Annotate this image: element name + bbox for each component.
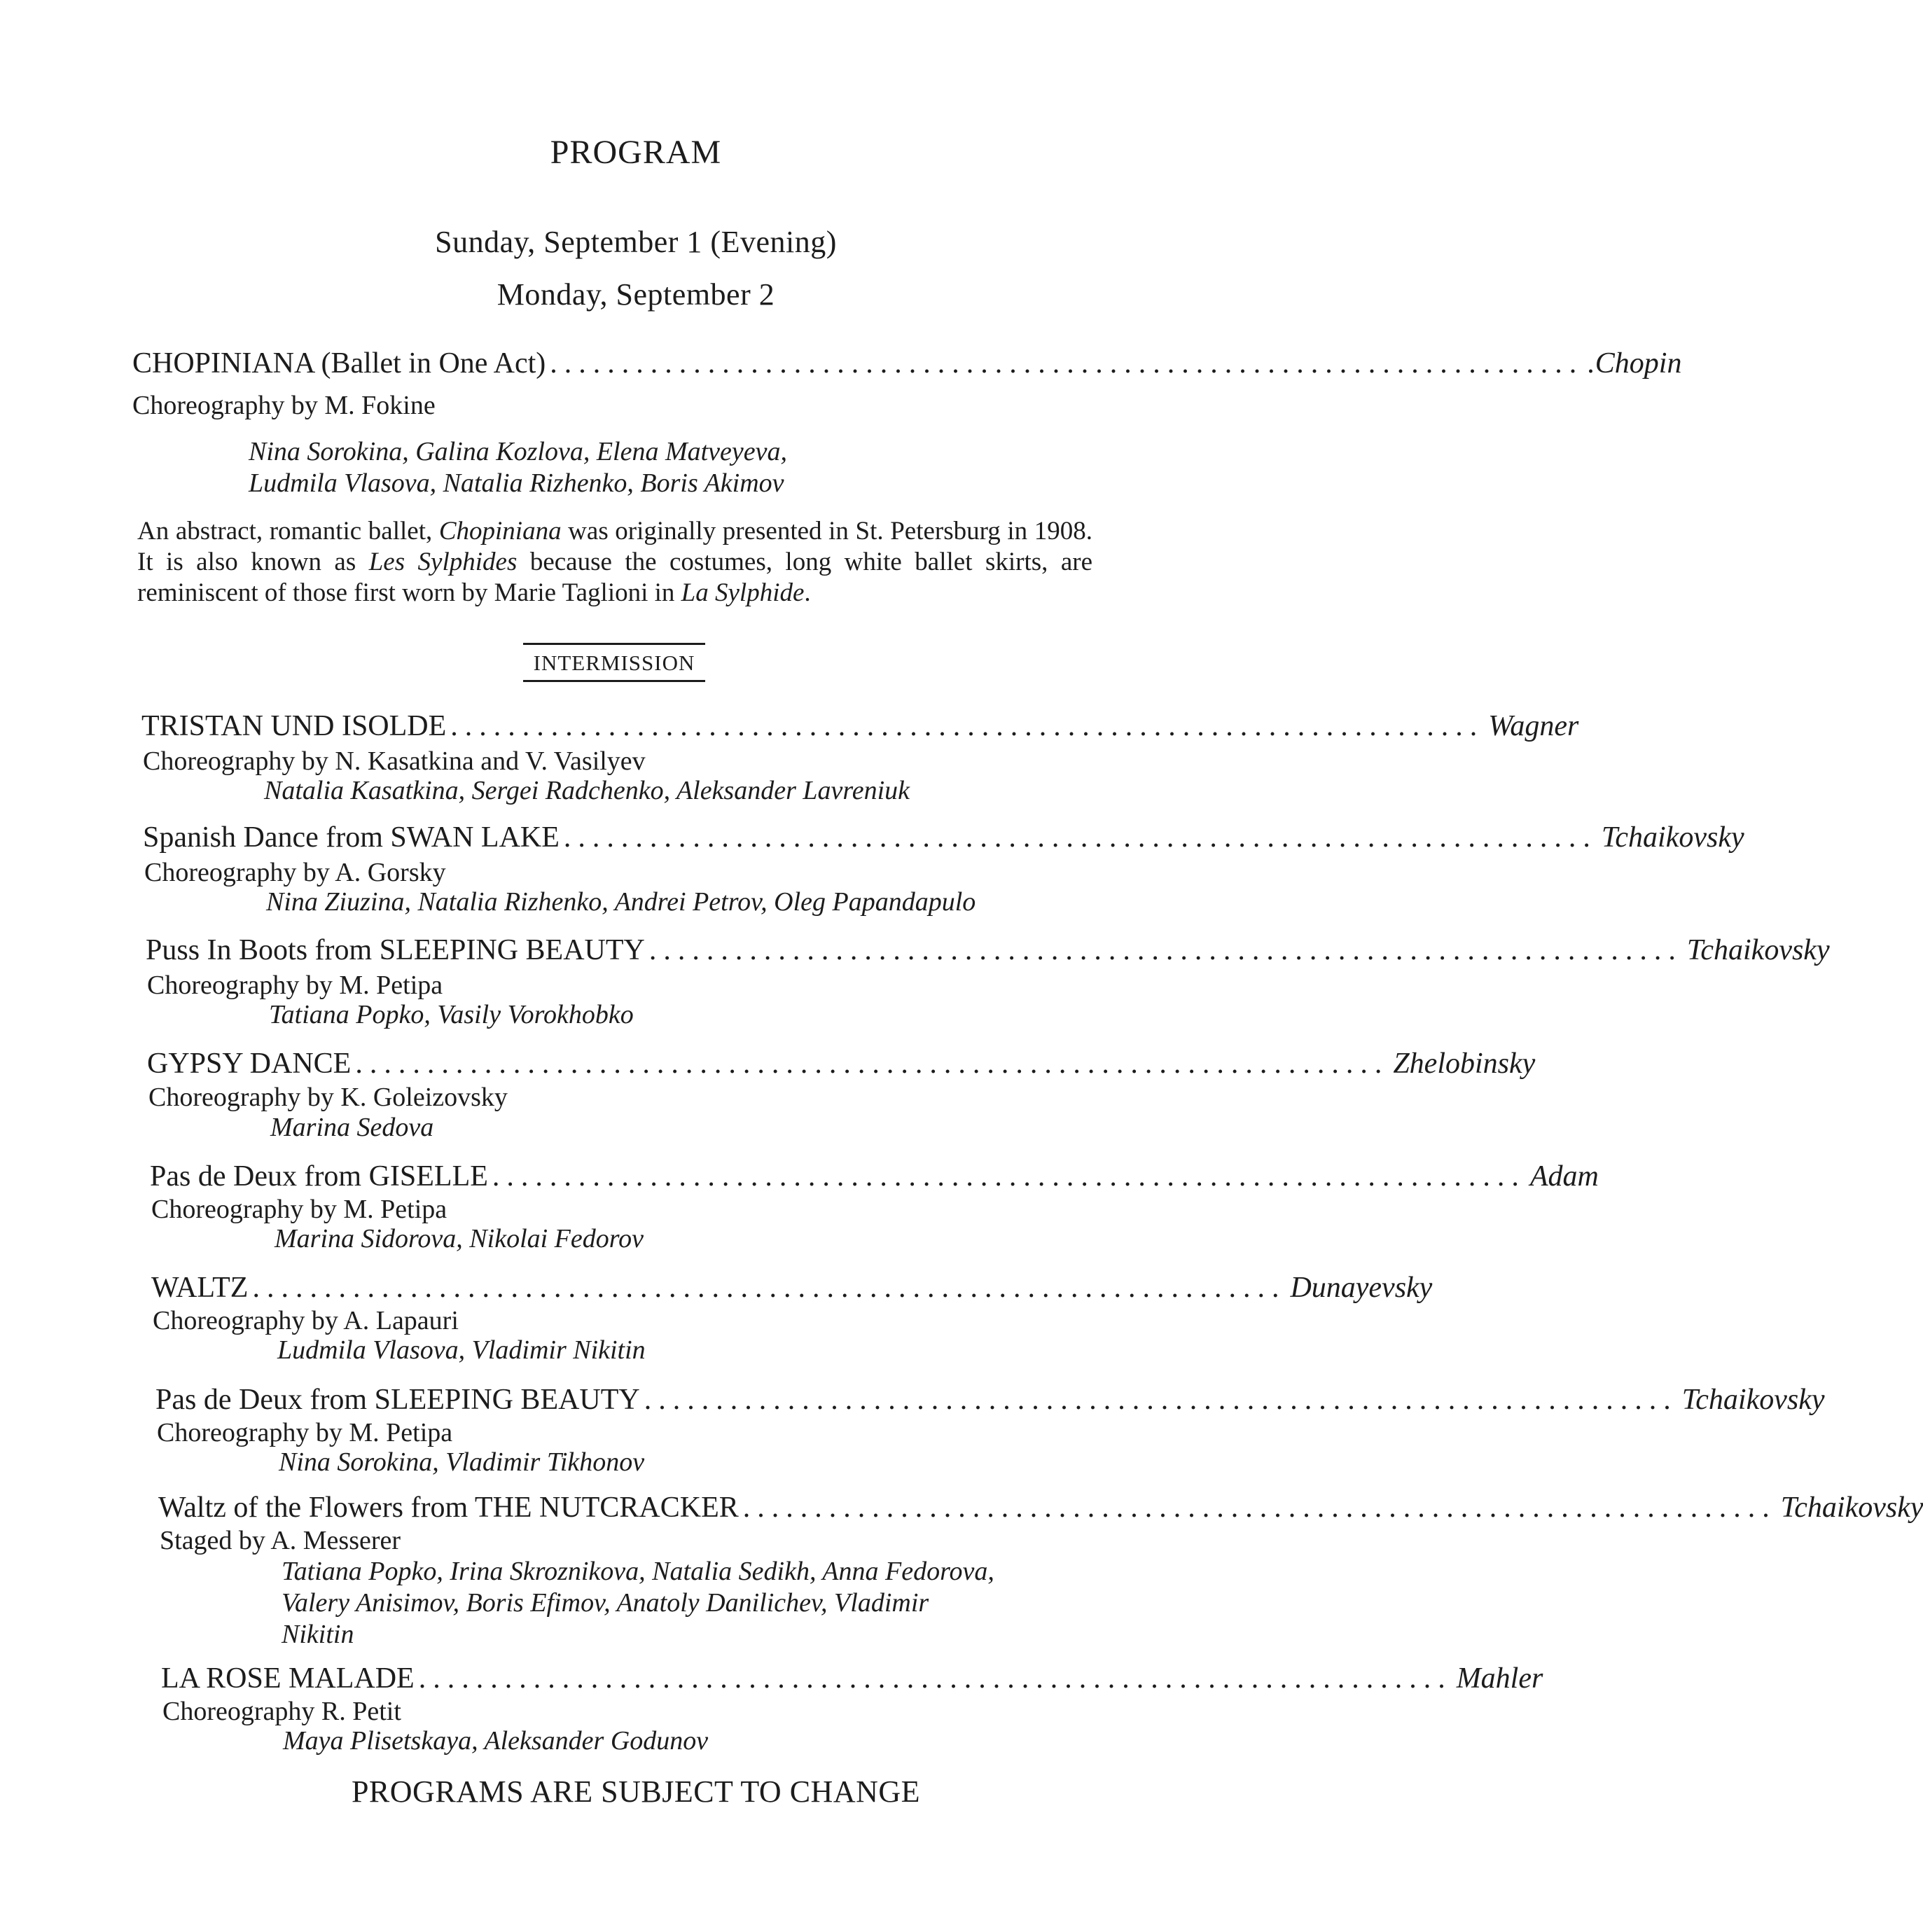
cast-line: Nikitin — [282, 1620, 354, 1649]
leader-dots: ........................................................................ — [644, 1384, 1678, 1416]
piece-name: Waltz of the Flowers from THE NUTCRACKER — [158, 1492, 739, 1524]
choreography-credit: Choreography by M. Petipa — [151, 1195, 447, 1224]
composer: Adam — [1529, 1160, 1599, 1193]
cast-line: Nina Sorokina, Galina Kozlova, Elena Matveyeva, — [249, 437, 787, 466]
leader-dots: ........................................................................ — [450, 710, 1485, 742]
composer: .Chopin — [1588, 347, 1682, 380]
cast-line: Valery Anisimov, Boris Efimov, Anatoly Danilichev, Vladimir — [282, 1588, 929, 1618]
cast-list — [282, 1556, 1108, 1650]
cast-list — [270, 1112, 433, 1144]
staging-credit: Staged by A. Messerer — [160, 1526, 401, 1555]
choreography-credit: Choreography by M. Petipa — [157, 1418, 453, 1447]
page-title: PROGRAM — [550, 134, 722, 171]
cast-list — [279, 1447, 644, 1478]
piece-name: LA ROSE MALADE — [161, 1662, 415, 1695]
choreography-credit: Choreography by A. Lapauri — [153, 1306, 459, 1335]
description-italic: Les Sylphides — [368, 548, 518, 576]
composer: Zhelobinsky — [1393, 1048, 1536, 1080]
piece-title-row — [151, 1271, 1433, 1305]
cast-list — [283, 1725, 708, 1757]
cast-list — [249, 436, 787, 499]
description-italic: La Sylphide — [681, 578, 805, 607]
cast-line: Maya Plisetskaya, Aleksander Godunov — [283, 1726, 709, 1756]
piece-title-row — [155, 1383, 1825, 1417]
choreography-credit: Choreography R. Petit — [162, 1697, 401, 1726]
choreography-credit: Choreography by N. Kasatkina and V. Vasilyev — [143, 746, 646, 776]
choreography-credit: Choreography by M. Fokine — [132, 391, 436, 420]
piece-name: WALTZ — [151, 1272, 249, 1304]
piece-title-row — [143, 821, 1744, 854]
cast-line: Marina Sedova — [270, 1113, 434, 1142]
description-text: because the costumes, long white ballet skirts, are reminiscent of those first worn by Marie Taglioni in — [137, 548, 1092, 607]
piece-title-row — [161, 1662, 1543, 1695]
leader-dots: ........................................................................ — [742, 1492, 1777, 1524]
cast-line: Nina Sorokina, Vladimir Tikhonov — [279, 1447, 645, 1477]
piece-title-row — [141, 709, 1579, 743]
choreography-credit: Choreography by K. Goleizovsky — [148, 1083, 508, 1112]
piece-name: CHOPINIANA (Ballet in One Act) — [132, 347, 546, 380]
leader-dots: ........................................................................ — [355, 1048, 1389, 1080]
cast-line: Ludmila Vlasova, Vladimir Nikitin — [277, 1335, 646, 1365]
composer: Tchaikovsky — [1686, 934, 1830, 966]
cast-line: Tatiana Popko, Irina Skroznikova, Natalia Sedikh, Anna Fedorova, — [282, 1557, 994, 1586]
choreography-credit: Choreography by M. Petipa — [147, 971, 443, 1000]
intermission-label: INTERMISSION — [523, 643, 705, 682]
cast-list — [277, 1335, 646, 1366]
description-italic: Chopiniana — [438, 517, 562, 545]
cast-line: Marina Sidorova, Nikolai Fedorov — [275, 1224, 644, 1253]
choreography-credit: Choreography by A. Gorsky — [144, 858, 446, 887]
date-line-2: Monday, September 2 — [497, 277, 775, 312]
composer: Tchaikovsky — [1681, 1384, 1825, 1416]
leader-dots: ........................................................................ — [648, 934, 1683, 966]
piece-name: TRISTAN UND ISOLDE — [141, 710, 447, 742]
leader-dots: ........................................................................ — [492, 1160, 1526, 1193]
leader-dots: ........................................................................ — [563, 821, 1597, 854]
cast-line: Nina Ziuzina, Natalia Rizhenko, Andrei Petrov, Oleg Papandapulo — [266, 887, 976, 917]
piece-title-row — [158, 1491, 1923, 1524]
date-line-1: Sunday, September 1 (Evening) — [435, 225, 837, 259]
piece-title-row — [147, 1047, 1536, 1080]
footer-notice: PROGRAMS ARE SUBJECT TO CHANGE — [351, 1774, 921, 1809]
leader-dots: ........................................................................ — [418, 1662, 1452, 1695]
composer: Tchaikovsky — [1601, 821, 1744, 854]
piece-name: Pas de Deux from SLEEPING BEAUTY — [155, 1384, 640, 1416]
description-text: An abstract, romantic ballet, — [137, 517, 439, 545]
composer: Wagner — [1488, 710, 1579, 742]
cast-list — [275, 1223, 644, 1255]
piece-title-row — [146, 933, 1830, 967]
composer: Dunayevsky — [1290, 1272, 1433, 1304]
description-text: . — [804, 578, 811, 607]
cast-line: Ludmila Vlasova, Natalia Rizhenko, Boris Akimov — [249, 468, 784, 498]
piece-title-row — [150, 1160, 1599, 1193]
description-text: was originally presented in St. Petersburg in 1908. It is also known as — [137, 517, 1092, 576]
piece-name: GYPSY DANCE — [147, 1048, 352, 1080]
leader-dots: ........................................................................ — [252, 1272, 1286, 1304]
composer: Mahler — [1456, 1662, 1543, 1695]
piece-title-row — [132, 347, 1682, 380]
composer: Tchaikovsky — [1780, 1492, 1923, 1524]
cast-list — [266, 887, 976, 918]
cast-list — [264, 775, 910, 807]
piece-name: Spanish Dance from SWAN LAKE — [143, 821, 560, 854]
leader-dots: ........................................................................ — [550, 347, 1584, 380]
cast-list — [269, 999, 634, 1031]
piece-name: Pas de Deux from GISELLE — [150, 1160, 488, 1193]
cast-line: Natalia Kasatkina, Sergei Radchenko, Aleksander Lavreniuk — [264, 776, 910, 805]
description-paragraph — [137, 516, 1092, 609]
cast-line: Tatiana Popko, Vasily Vorokhobko — [269, 1000, 634, 1029]
piece-name: Puss In Boots from SLEEPING BEAUTY — [146, 934, 645, 966]
